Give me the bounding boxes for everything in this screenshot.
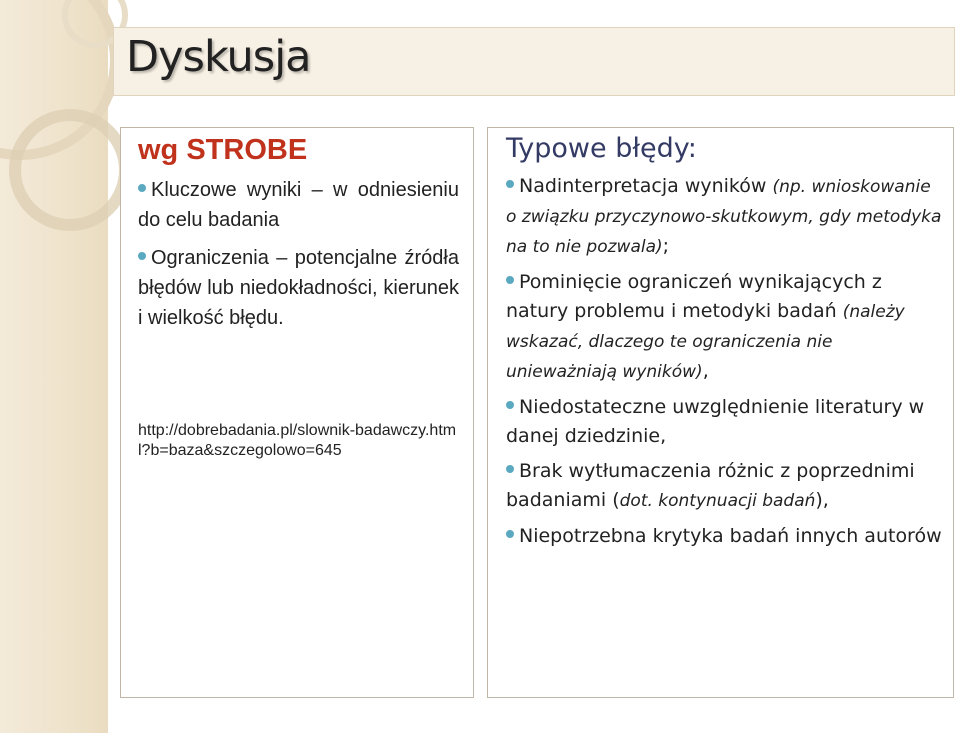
- typical-errors-panel: [487, 127, 954, 698]
- bullet-icon: [506, 401, 514, 409]
- bullet-icon: [138, 184, 146, 192]
- source-link[interactable]: http://dobrebadania.pl/slownik-badawczy.html?b=baza&szczegolowo=645: [138, 422, 457, 459]
- errors-heading: Typowe błędy:: [506, 133, 697, 164]
- bullet-icon: [506, 180, 514, 188]
- list-item: Ograniczenia – potencjalne źródła błędów lub niedokładności, kierunek i wielkość błędu.: [138, 247, 459, 329]
- decorative-rings: [0, 0, 130, 260]
- strobe-list: [138, 175, 459, 333]
- bullet-icon: [138, 252, 146, 260]
- strobe-panel: [120, 127, 474, 698]
- bullet-icon: [506, 276, 514, 284]
- list-item: Nadinterpretacja wyników (np. wnioskowanie o związku przyczynowo-skutkowym, gdy metodyka na to nie pozwala);: [506, 175, 942, 257]
- errors-list: [506, 172, 943, 551]
- bullet-icon: [506, 530, 514, 538]
- bullet-icon: [506, 465, 514, 473]
- page-title: Dyskusja: [126, 32, 311, 82]
- list-item: Niepotrzebna krytyka badań innych autorów: [506, 522, 943, 551]
- list-item: Niedostateczne uwzględnienie literatury w danej dziedzinie,: [506, 396, 925, 447]
- title-bar: [113, 27, 955, 96]
- list-item: Pominięcie ograniczeń wynikających z natury problemu i metodyki badań (należy wskazać, dlaczego te ograniczenia nie unieważniają wyników),: [506, 271, 905, 382]
- list-item: Brak wytłumaczenia różnic z poprzednimi badaniami (dot. kontynuacji badań),: [506, 460, 915, 511]
- strobe-heading: wg STROBE: [138, 134, 308, 166]
- list-item: Kluczowe wyniki – w odniesieniu do celu badania: [138, 179, 459, 231]
